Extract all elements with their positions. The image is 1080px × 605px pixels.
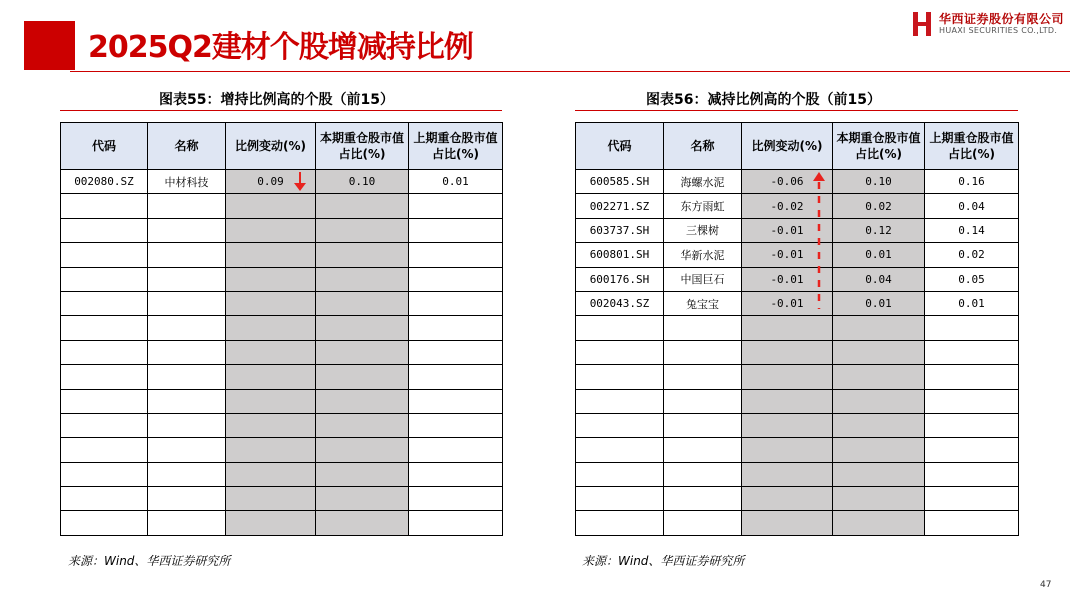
column-header: 代码 [576, 123, 664, 170]
table-row [576, 438, 1019, 462]
table-row [61, 267, 503, 291]
table-cell [409, 462, 503, 486]
table-cell [316, 438, 409, 462]
table-cell [148, 462, 226, 486]
table-row [61, 389, 503, 413]
right-table-title: 图表56：减持比例高的个股（前15） [646, 92, 881, 108]
table-cell [833, 365, 925, 389]
page-number: 47 [1040, 580, 1052, 590]
table-cell [61, 267, 148, 291]
table-cell [316, 218, 409, 242]
table-cell [664, 462, 742, 486]
table-cell [226, 243, 316, 267]
table-cell [833, 438, 925, 462]
column-header: 比例变动(%) [226, 123, 316, 170]
table-cell [742, 487, 833, 511]
table-cell [664, 487, 742, 511]
table-cell [61, 511, 148, 535]
table-row [61, 365, 503, 389]
table-cell: 三棵树 [664, 218, 742, 242]
table-cell [316, 291, 409, 315]
table-cell [226, 194, 316, 218]
table-cell: -0.01 [742, 218, 833, 242]
table-row [576, 340, 1019, 364]
table-cell [742, 438, 833, 462]
table-cell [925, 438, 1019, 462]
table-cell [409, 340, 503, 364]
table-cell [61, 291, 148, 315]
table-cell: 0.09 [226, 170, 316, 194]
table-cell [148, 487, 226, 511]
table-cell [226, 267, 316, 291]
table-row [576, 243, 1019, 267]
table-cell: 0.16 [925, 170, 1019, 194]
column-header: 比例变动(%) [742, 123, 833, 170]
right-source-note: 来源：Wind、华西证券研究所 [582, 554, 745, 568]
table-cell [576, 316, 664, 340]
table-cell: 海螺水泥 [664, 170, 742, 194]
column-header: 本期重仓股市值占比(%) [833, 123, 925, 170]
table-row [576, 389, 1019, 413]
table-cell [61, 462, 148, 486]
table-cell [316, 413, 409, 437]
table-cell [664, 316, 742, 340]
table-cell: 0.02 [925, 243, 1019, 267]
decrease-holdings-table [575, 122, 1019, 536]
table-cell [664, 438, 742, 462]
page-title: 2025Q2建材个股增减持比例 [88, 30, 473, 65]
table-cell [226, 511, 316, 535]
table-cell: 中材科技 [148, 170, 226, 194]
table-cell [925, 389, 1019, 413]
table-cell [148, 340, 226, 364]
table-cell [61, 389, 148, 413]
table-cell [576, 511, 664, 535]
table-cell [833, 511, 925, 535]
table-cell [409, 291, 503, 315]
table-cell [833, 487, 925, 511]
table-cell [833, 389, 925, 413]
up-arrow-dashed-icon [812, 171, 826, 311]
table-cell [576, 462, 664, 486]
table-cell [409, 194, 503, 218]
table-cell [409, 316, 503, 340]
table-cell [148, 218, 226, 242]
table-header-row [61, 123, 503, 170]
table-row [61, 511, 503, 535]
table-cell [409, 365, 503, 389]
table-cell [664, 511, 742, 535]
table-cell [226, 413, 316, 437]
table-cell: 0.14 [925, 218, 1019, 242]
column-header: 本期重仓股市值占比(%) [316, 123, 409, 170]
table-cell [576, 487, 664, 511]
table-cell [576, 413, 664, 437]
table-cell: 0.10 [316, 170, 409, 194]
table-cell [576, 389, 664, 413]
table-row [576, 462, 1019, 486]
table-cell [316, 194, 409, 218]
table-cell [742, 316, 833, 340]
column-header: 代码 [61, 123, 148, 170]
right-title-underline [575, 110, 1018, 111]
increase-holdings-table [60, 122, 503, 536]
huaxi-logo-icon [912, 10, 934, 38]
table-row [61, 316, 503, 340]
title-accent-block [24, 21, 75, 70]
table-row [576, 511, 1019, 535]
logo-name-cn: 华西证券股份有限公司 [939, 12, 1065, 26]
table-cell: 0.04 [833, 267, 925, 291]
table-cell [61, 243, 148, 267]
table-cell [148, 365, 226, 389]
table-cell [226, 487, 316, 511]
table-cell [61, 487, 148, 511]
table-cell [925, 487, 1019, 511]
table-cell [925, 413, 1019, 437]
table-cell: 华新水泥 [664, 243, 742, 267]
table-cell: 002271.SZ [576, 194, 664, 218]
table-row [61, 194, 503, 218]
column-header: 名称 [148, 123, 226, 170]
table-cell: -0.02 [742, 194, 833, 218]
table-cell [925, 365, 1019, 389]
table-cell: 0.01 [833, 291, 925, 315]
table-cell [409, 487, 503, 511]
left-title-underline [60, 110, 502, 111]
table-cell: 600585.SH [576, 170, 664, 194]
table-row [576, 291, 1019, 315]
table-cell: 兔宝宝 [664, 291, 742, 315]
table-cell: -0.06 [742, 170, 833, 194]
table-cell [409, 438, 503, 462]
table-row [61, 291, 503, 315]
table-cell: 0.10 [833, 170, 925, 194]
table-cell [226, 438, 316, 462]
table-cell: 0.12 [833, 218, 925, 242]
table-cell: 0.04 [925, 194, 1019, 218]
table-cell [742, 389, 833, 413]
table-cell [226, 291, 316, 315]
column-header: 名称 [664, 123, 742, 170]
table-cell [316, 316, 409, 340]
table-cell [742, 511, 833, 535]
table-cell [833, 340, 925, 364]
table-cell [316, 511, 409, 535]
table-cell [316, 389, 409, 413]
table-cell [61, 438, 148, 462]
table-cell: 东方雨虹 [664, 194, 742, 218]
table-cell [226, 462, 316, 486]
column-header: 上期重仓股市值占比(%) [925, 123, 1019, 170]
table-cell [148, 389, 226, 413]
table-cell [925, 340, 1019, 364]
table-row [61, 438, 503, 462]
table-row [576, 413, 1019, 437]
table-cell [576, 438, 664, 462]
table-row [576, 194, 1019, 218]
table-cell [316, 340, 409, 364]
table-cell: 603737.SH [576, 218, 664, 242]
company-logo [912, 10, 1072, 40]
table-row [576, 170, 1019, 194]
table-cell [226, 218, 316, 242]
table-row [61, 218, 503, 242]
table-cell [742, 340, 833, 364]
title-divider [70, 71, 1070, 72]
table-cell [148, 413, 226, 437]
table-cell [742, 365, 833, 389]
table-row [576, 267, 1019, 291]
table-cell [226, 316, 316, 340]
table-cell [316, 365, 409, 389]
table-cell [742, 413, 833, 437]
table-row [61, 340, 503, 364]
table-cell [148, 267, 226, 291]
table-cell [61, 413, 148, 437]
down-arrow-icon [293, 171, 307, 193]
table-cell: 600176.SH [576, 267, 664, 291]
table-row [576, 316, 1019, 340]
table-cell [148, 511, 226, 535]
table-row [61, 243, 503, 267]
table-cell [833, 462, 925, 486]
table-cell [409, 218, 503, 242]
table-row [576, 487, 1019, 511]
table-cell [576, 365, 664, 389]
table-row [61, 413, 503, 437]
table-cell [148, 316, 226, 340]
table-cell [61, 316, 148, 340]
table-cell [316, 267, 409, 291]
table-cell [409, 413, 503, 437]
table-row [576, 218, 1019, 242]
table-cell: 002080.SZ [61, 170, 148, 194]
logo-name-en: HUAXI SECURITIES CO.,LTD. [939, 26, 1058, 35]
table-cell [316, 462, 409, 486]
table-cell [664, 413, 742, 437]
table-cell: 0.01 [409, 170, 503, 194]
table-cell: -0.01 [742, 291, 833, 315]
table-cell [925, 511, 1019, 535]
table-cell [925, 316, 1019, 340]
table-cell [226, 365, 316, 389]
table-cell [226, 340, 316, 364]
table-cell [664, 365, 742, 389]
table-cell: 0.01 [833, 243, 925, 267]
table-cell: -0.01 [742, 267, 833, 291]
table-row [61, 487, 503, 511]
left-source-note: 来源：Wind、华西证券研究所 [68, 554, 231, 568]
table-cell [409, 267, 503, 291]
table-cell [316, 487, 409, 511]
table-cell [148, 291, 226, 315]
table-cell [409, 511, 503, 535]
table-cell [833, 413, 925, 437]
table-cell [925, 462, 1019, 486]
table-cell [61, 365, 148, 389]
table-cell [148, 194, 226, 218]
table-cell [61, 340, 148, 364]
table-row [61, 170, 503, 194]
table-cell [664, 340, 742, 364]
column-header: 上期重仓股市值占比(%) [409, 123, 503, 170]
table-cell [226, 389, 316, 413]
table-cell [664, 389, 742, 413]
table-cell: 0.02 [833, 194, 925, 218]
table-cell: 0.05 [925, 267, 1019, 291]
table-cell [148, 243, 226, 267]
table-cell [61, 218, 148, 242]
table-cell: 0.01 [925, 291, 1019, 315]
left-table-title: 图表55：增持比例高的个股（前15） [159, 92, 394, 108]
table-cell [576, 340, 664, 364]
table-cell [61, 194, 148, 218]
table-cell: 中国巨石 [664, 267, 742, 291]
table-cell: 002043.SZ [576, 291, 664, 315]
table-cell [409, 243, 503, 267]
table-row [576, 365, 1019, 389]
table-cell: 600801.SH [576, 243, 664, 267]
table-cell [742, 462, 833, 486]
table-row [61, 462, 503, 486]
table-cell [409, 389, 503, 413]
table-cell [833, 316, 925, 340]
table-cell [316, 243, 409, 267]
table-cell [148, 438, 226, 462]
table-cell: -0.01 [742, 243, 833, 267]
table-header-row [576, 123, 1019, 170]
